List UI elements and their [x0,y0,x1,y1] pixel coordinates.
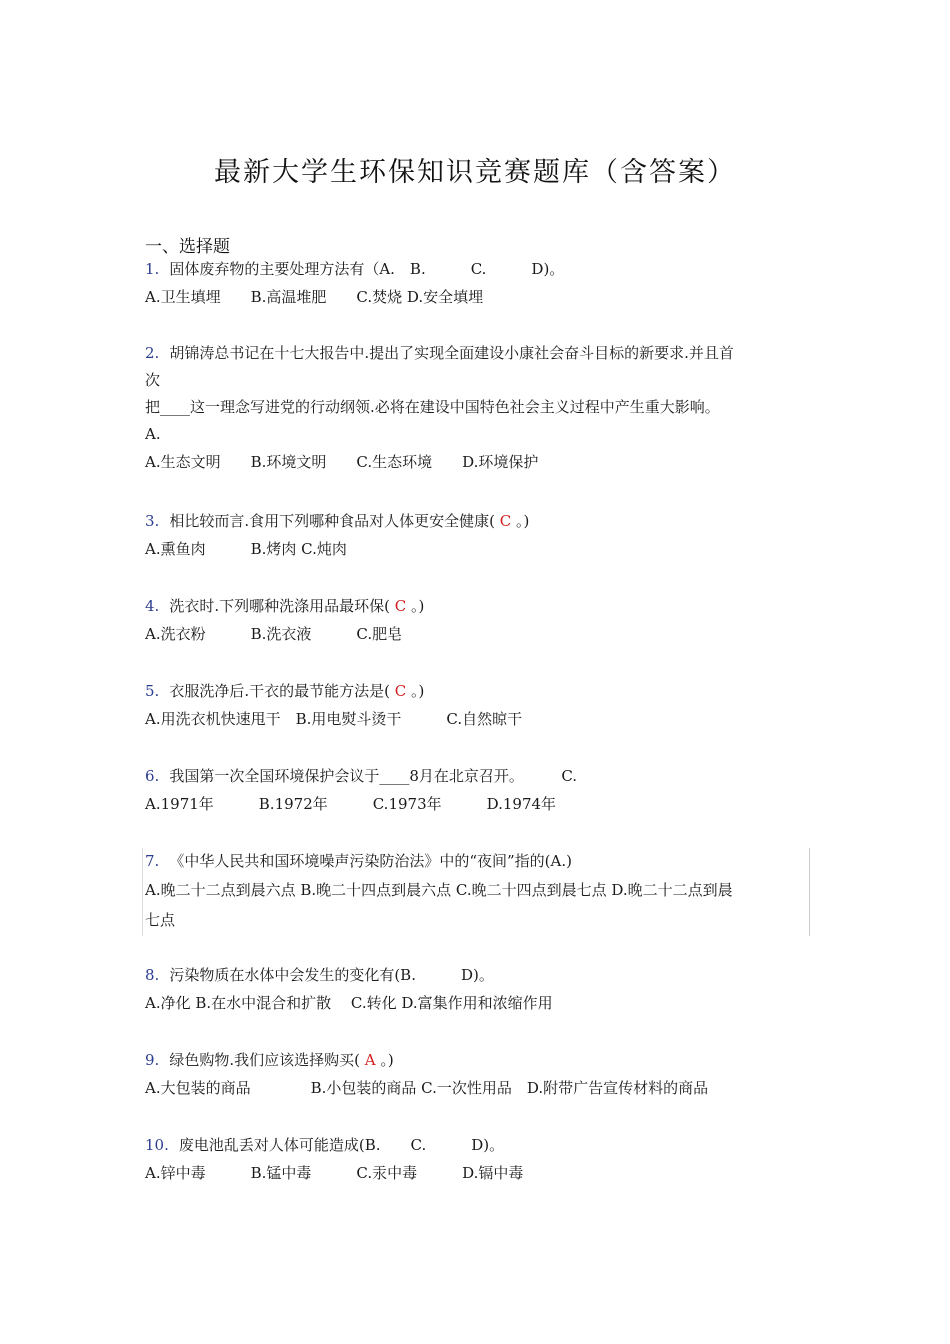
question-2 [145,340,815,476]
question-options: A.生态文明 B.环境文明 C.生态环境 D.环境保护 [145,453,539,471]
question-number: 5. [145,682,160,700]
question-options: A.用洗衣机快速甩干 B.用电熨斗烫干 C.自然晾干 [145,710,523,728]
question-options: A.1971年 B.1972年 C.1973年 D.1974年 [145,795,557,813]
question-number: 9. [145,1051,160,1069]
question-options: A.熏鱼肉 B.烤肉 C.炖肉 [145,540,347,558]
question-stem-end: 。) [515,512,530,530]
question-stem: 《中华人民共和国环境噪声污染防治法》中的“夜间”指的(A.) [169,852,572,870]
question-options-continued: 七点 [145,911,176,929]
question-options: A.晚二十二点到晨六点 B.晚二十四点到晨六点 C.晚二十四点到晨七点 D.晚二十二点到晨 [145,881,733,899]
answer-mark: C [389,597,411,615]
question-options: A.洗衣粉 B.洗衣液 C.肥皂 [145,625,403,643]
answer-mark: A [359,1051,381,1069]
question-number: 10. [145,1136,169,1154]
question-stem: 污染物质在水体中会发生的变化有(B. D)。 [169,966,494,984]
question-options: A.卫生填埋 B.高温堆肥 C.焚烧 D.安全填埋 [145,288,484,306]
question-6 [145,763,815,818]
question-stem: 我国第一次全国环境保护会议于____8月在北京召开。 C. [169,767,578,785]
question-stem-continued: 次 [145,371,161,389]
question-stem: 洗衣时.下列哪种洗涤用品最环保( [169,597,390,615]
question-5 [145,678,815,733]
question-7 [142,848,810,936]
question-stem: 衣服洗净后.干衣的最节能方法是( [169,682,390,700]
question-1 [145,256,815,311]
section-heading: 一、选择题 [145,237,230,257]
question-stem-end: 。) [410,682,425,700]
question-stem: 胡锦涛总书记在十七大报告中.提出了实现全面建设小康社会奋斗目标的新要求.并且首 [169,344,734,362]
question-stem-continued: 把____这一理念写进党的行动纲领.必将在建设中国特色社会主义过程中产生重大影响。 [145,398,720,416]
question-stem-end: 。) [410,597,425,615]
question-number: 3. [145,512,160,530]
question-stem: 绿色购物.我们应该选择购买( [169,1051,360,1069]
question-stem: 相比较而言.食用下列哪种食品对人体更安全健康( [169,512,495,530]
question-stem: 废电池乱丢对人体可能造成(B. C. D)。 [178,1136,505,1154]
question-4 [145,593,815,648]
page-title: 最新大学生环保知识竞赛题库（含答案） [214,157,736,188]
question-options: A.净化 B.在水中混合和扩散 C.转化 D.富集作用和浓缩作用 [145,994,553,1012]
question-number: 7. [145,852,160,870]
question-9 [145,1047,815,1102]
question-options: A.大包装的商品 B.小包装的商品 C.一次性用品 D.附带广告宣传材料的商品 [145,1079,709,1097]
question-3 [145,508,815,563]
question-stem-end: 。) [380,1051,394,1069]
question-number: 8. [145,966,160,984]
question-stem: 固体废弃物的主要处理方法有（A. B. C. D)。 [169,260,565,278]
question-number: 4. [145,597,160,615]
question-8 [145,962,815,1017]
question-number: 1. [145,260,160,278]
question-answer: A. [145,425,161,443]
question-number: 2. [145,344,160,362]
question-10 [145,1132,815,1187]
question-number: 6. [145,767,160,785]
question-options: A.锌中毒 B.锰中毒 C.汞中毒 D.镉中毒 [145,1164,524,1182]
answer-mark: C [389,682,411,700]
answer-mark: C [494,512,516,530]
